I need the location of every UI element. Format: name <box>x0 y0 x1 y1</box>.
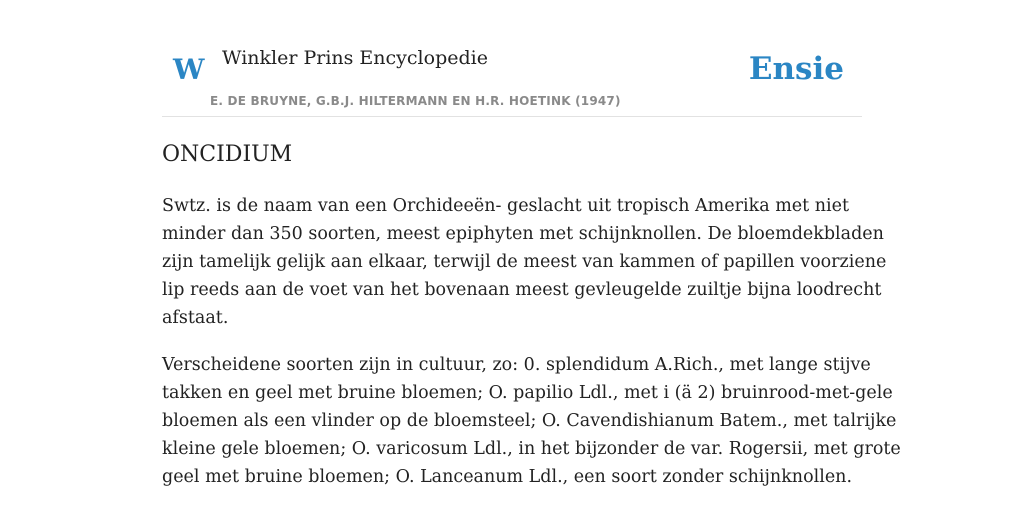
text-line: bloemen als een vlinder op de bloemsteel; O. Cavendishianum Batem., met talrijke <box>162 411 897 431</box>
text-line: kleine gele bloemen; O. varicosum Ldl., in het bijzonder de var. Rogersii, met grote <box>162 439 901 459</box>
source-header <box>162 0 862 117</box>
winkler-prins-logo[interactable]: W <box>173 53 205 86</box>
source-authors: E. DE BRUYNE, G.B.J. HILTERMANN EN H.R. HOETINK (1947) <box>210 94 621 108</box>
text-line: Swtz. is de naam van een Orchideeën- geslacht uit tropisch Amerika met niet <box>162 196 850 216</box>
text-line: afstaat. <box>162 308 229 328</box>
entry-content <box>162 192 901 510</box>
entry-paragraph-2 <box>162 351 901 491</box>
text-line: takken en geel met bruine bloemen; O. papilio Ldl., met i (ä 2) bruinrood-met-gele <box>162 383 893 403</box>
entry-title: ONCIDIUM <box>162 142 293 167</box>
text-line: Verscheidene soorten zijn in cultuur, zo: 0. splendidum A.Rich., met lange stijve <box>162 355 871 375</box>
ensie-logo-link[interactable]: Ensie <box>748 51 844 87</box>
source-title[interactable]: Winkler Prins Encyclopedie <box>222 47 488 69</box>
text-line: zijn tamelijk gelijk aan elkaar, terwijl de meest van kammen of papillen voorziene <box>162 252 887 272</box>
text-line: lip reeds aan de voet van het bovenaan meest gevleugelde zuiltje bijna loodrecht <box>162 280 882 300</box>
text-line: geel met bruine bloemen; O. Lanceanum Ldl., een soort zonder schijnknollen. <box>162 467 853 487</box>
text-line: minder dan 350 soorten, meest epiphyten met schijnknollen. De bloemdekbladen <box>162 224 884 244</box>
entry-paragraph-1 <box>162 192 887 332</box>
